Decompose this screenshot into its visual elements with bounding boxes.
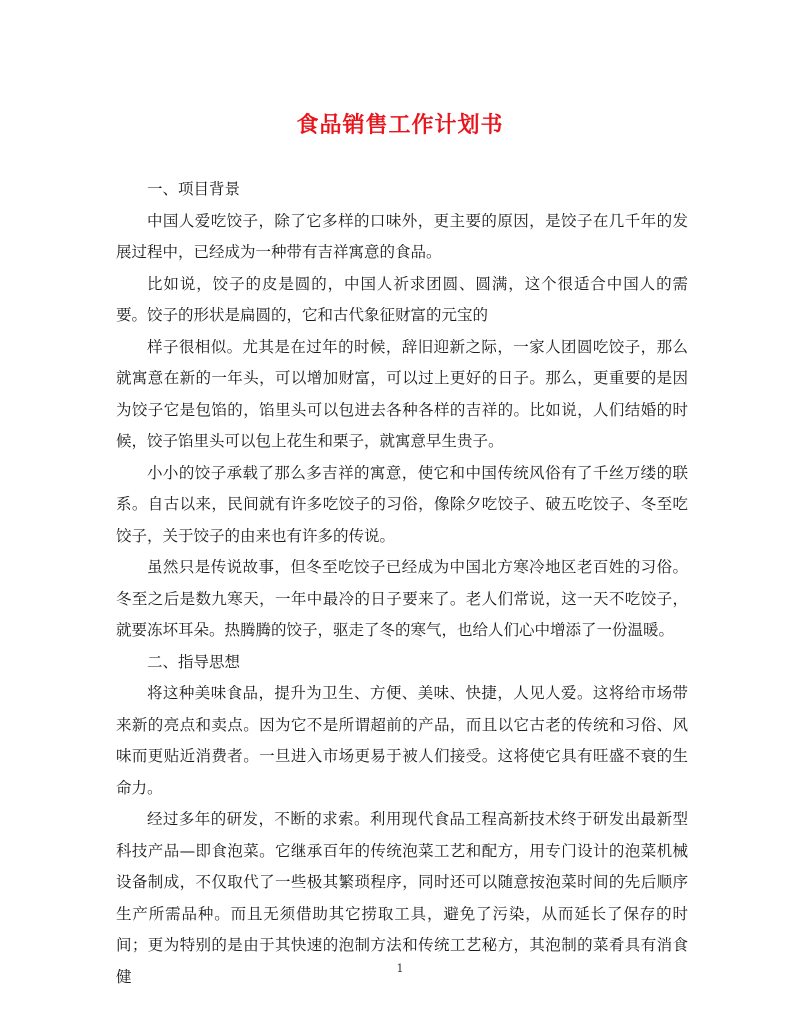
paragraph: 比如说，饺子的皮是圆的，中国人祈求团圆、圆满，这个很适合中国人的需要。饺子的形状是扁圆的，它和古代象征财富的元宝的	[116, 274, 688, 324]
paragraph: 中国人爱吃饺子，除了它多样的口味外，更主要的原因，是饺子在几千年的发展过程中，已经成为一种带有吉祥寓意的食品。	[116, 211, 688, 261]
paragraph: 样子很相似。尤其是在过年的时候，辞旧迎新之际，一家人团圆吃饺子，那么就寓意在新的一年头，可以增加财富，可以过上更好的日子。那么，更重要的是因为饺子它是包馅的，馅里头可以包进去各种各样的吉祥的。比如说，人们结婚的时候，饺子馅里头可以包上花生和栗子，就寓意早生贵子。	[116, 337, 688, 450]
paragraph: 虽然只是传说故事，但冬至吃饺子已经成为中国北方寒冷地区老百姓的习俗。冬至之后是数九寒天，一年中最冷的日子要来了。老人们常说，这一天不吃饺子，就要冻坏耳朵。热腾腾的饺子，驱走了冬的寒气，也给人们心中增添了一份温暖。	[116, 558, 688, 639]
document-body	[116, 174, 688, 993]
section-heading-guiding-idea: 二、指导思想	[147, 652, 241, 671]
paragraph: 将这种美味食品，提升为卫生、方便、美味、快捷，人见人爱。这将给市场带来新的亮点和卖点。因为它不是所谓超前的产品，而且以它古老的传统和习俗、风味而更贴近消费者。一旦进入市场更易于被人们接受。这将使它具有旺盛不衰的生命力。	[116, 684, 688, 797]
paragraph: 经过多年的研发，不断的求索。利用现代食品工程高新技术终于研发出最新型科技产品—即食泡菜。它继承百年的传统泡菜工艺和配方，用专门设计的泡菜机械设备制成，不仅取代了一些极其繁琐程序，同时还可以随意按泡菜时间的先后顺序生产所需品种。而且无须借助其它捞取工具，避免了污染，从而延长了保存的时间；更为特别的是由于其快速的泡制方法和传统工艺秘方，其泡制的菜肴具有消食健	[116, 810, 688, 986]
document-title: 食品销售工作计划书	[296, 112, 504, 138]
page-number: 1	[396, 962, 404, 975]
section-heading-background: 一、项目背景	[147, 180, 241, 198]
paragraph: 小小的饺子承载了那么多吉祥的寓意，使它和中国传统风俗有了千丝万缕的联系。自古以来，民间就有许多吃饺子的习俗，像除夕吃饺子、破五吃饺子、冬至吃饺子，关于饺子的由来也有许多的传说。	[116, 463, 688, 545]
